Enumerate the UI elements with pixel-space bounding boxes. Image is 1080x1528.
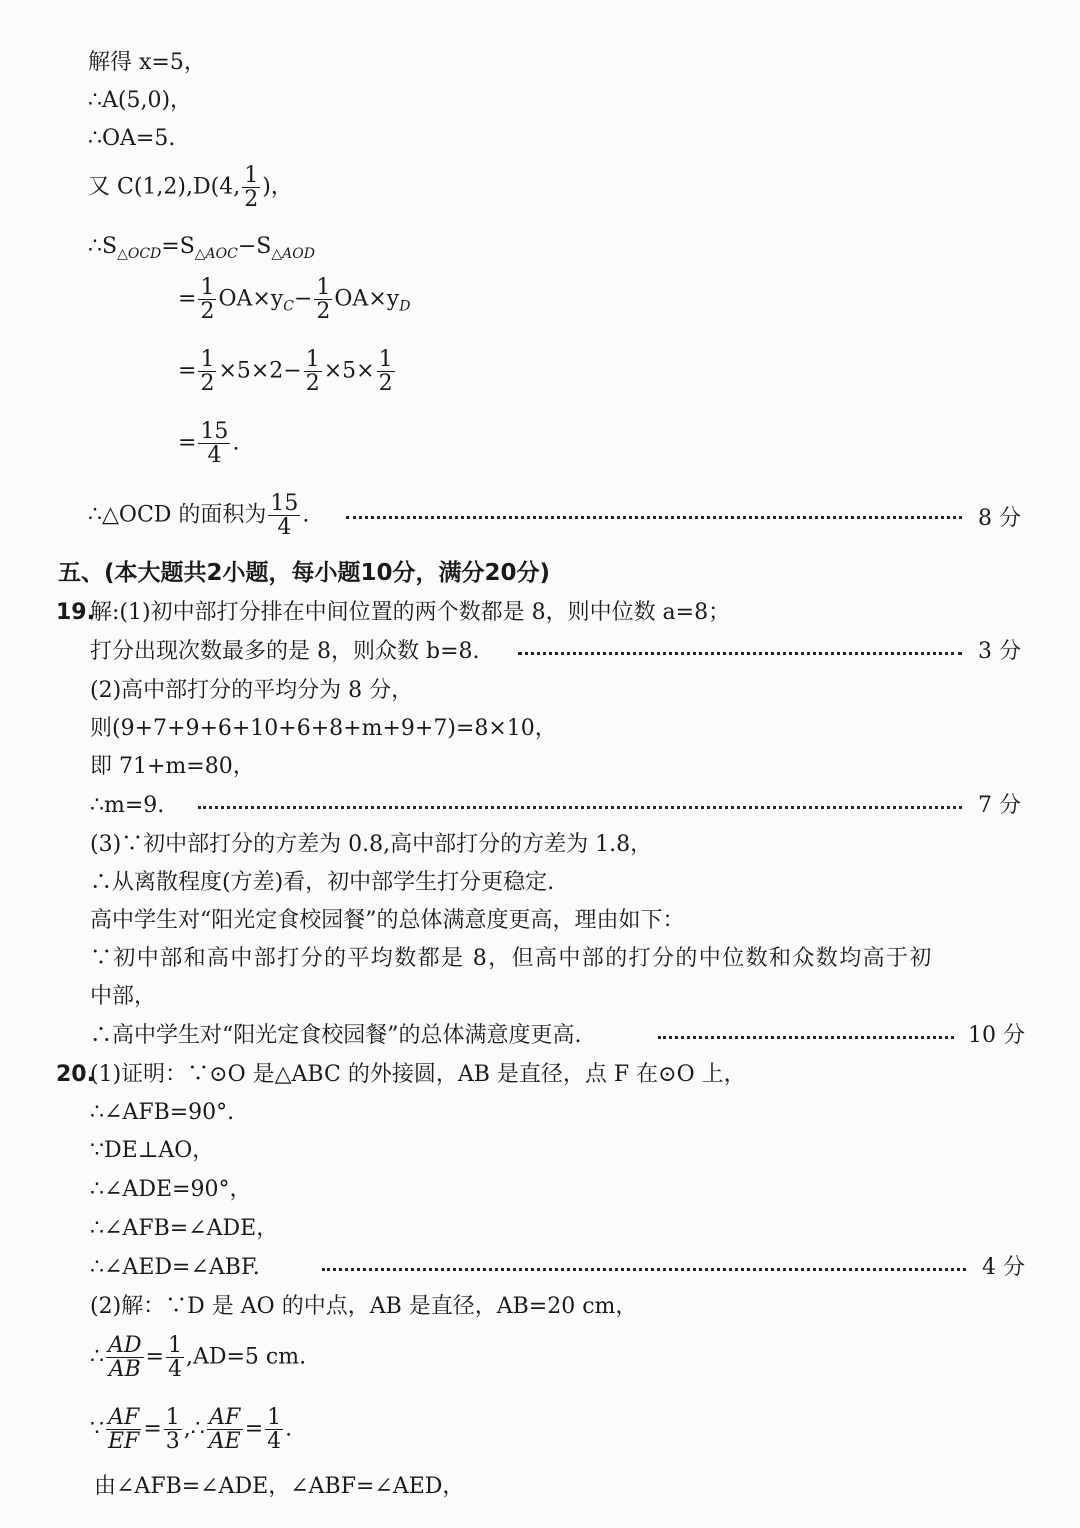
q20-line-perp: ∵DE⊥AO，	[90, 1138, 215, 1163]
q19-line-stability: ∴从离散程度(方差)看，初中部学生打分更稳定.	[90, 870, 555, 895]
dotted-leader	[198, 806, 962, 809]
score-7: 7 分	[978, 793, 1021, 818]
dotted-leader	[322, 1268, 966, 1271]
q19-line-mode: 打分出现次数最多的是 8，则众数 b=8.	[90, 639, 480, 664]
line-oa: ∴OA=5.	[88, 126, 176, 151]
q19-line-conclusion: ∴高中学生对“阳光定食校园餐”的总体满意度更高.	[90, 1023, 582, 1048]
q20-line-ratio-ad: ∴ $\frac{AD}{AB}$ = $\frac{1}{4}$ ,AD=5 cm.	[90, 1333, 307, 1383]
q20-line-proof: (1)证明：∵⊙O 是△ABC 的外接圆，AB 是直径，点 F 在⊙O 上，	[90, 1062, 746, 1087]
dotted-leader	[518, 652, 962, 655]
q20-line-part2: (2)解：∵D 是 AO 的中点，AB 是直径，AB=20 cm，	[90, 1294, 638, 1319]
q19-line-m: ∴m=9.	[90, 793, 165, 818]
q19-line-variance: (3)∵初中部打分的方差为 0.8,高中部打分的方差为 1.8，	[90, 832, 653, 857]
q19-line-equation: 即 71+m=80，	[90, 754, 255, 779]
q20-line-ade: ∴∠ADE=90°，	[90, 1177, 252, 1202]
q19-line-average: (2)高中部打分的平均分为 8 分，	[90, 678, 414, 703]
fraction-one-half: $\frac{1}{2}$	[244, 163, 259, 213]
score-10: 10 分	[968, 1023, 1025, 1048]
section-five-heading: 五、(本大题共2小题，每小题10分，满分20分)	[58, 560, 551, 586]
line-area-result: = $\frac{15}{4}$ .	[178, 419, 240, 469]
line-points-cd: 又 C(1,2),D(4, $\frac{1}{2}$ )，	[88, 163, 293, 213]
q19-line-reason: ∵初中部和高中部打分的平均数都是 8，但高中部的打分的中位数和众数均高于初	[90, 946, 933, 971]
line-area-conclusion: ∴△OCD 的面积为 $\frac{15}{4}$ .	[88, 491, 310, 541]
q19-line-sum: 则(9+7+9+6+10+6+8+m+9+7)=8×10，	[90, 716, 557, 741]
q19-line-median: 解:(1)初中部打分排在中间位置的两个数都是 8，则中位数 a=8；	[90, 600, 731, 625]
score-4: 4 分	[982, 1255, 1025, 1280]
line-area-formula: $\therefore S_{\triangle OCD}=S_{\triangle AOC}-S_{\triangle AOD}$	[88, 234, 315, 262]
q20-line-similar: 由∠AFB=∠ADE，∠ABF=∠AED，	[94, 1474, 465, 1499]
q20-line-afb: ∴∠AFB=90°.	[90, 1100, 235, 1125]
q20-line-aed: ∴∠AED=∠ABF.	[90, 1255, 260, 1280]
score-3: 3 分	[978, 639, 1021, 664]
q20-line-ratio-af: ∵ $\frac{AF}{EF}$ = $\frac{1}{3}$ ,∴ $\frac{AF}{AE}$ = $\frac{1}{4}$ .	[90, 1405, 293, 1455]
q19-line-reason-cont: 中部，	[90, 984, 157, 1009]
line-solve-x: 解得 x=5，	[88, 50, 206, 75]
line-area-step1: = $\frac{1}{2}$ $OA\times y_C-$ $\frac{1}{2}$ $OA\times y_D$	[178, 275, 411, 325]
question-19-number: 19.	[56, 600, 95, 625]
q20-line-equal-angles: ∴∠AFB=∠ADE，	[90, 1216, 279, 1241]
q19-line-satisfaction: 高中学生对“阳光定食校园餐”的总体满意度更高，理由如下：	[90, 908, 685, 933]
dotted-leader	[658, 1036, 954, 1039]
line-area-step2: = $\frac{1}{2}$ ×5×2− $\frac{1}{2}$ ×5× $\frac{1}{2}$	[178, 347, 393, 397]
score-8: 8 分	[978, 506, 1021, 531]
dotted-leader	[346, 516, 962, 519]
line-point-a: ∴A(5,0)，	[88, 88, 193, 113]
question-20-number: 20.	[56, 1062, 95, 1087]
